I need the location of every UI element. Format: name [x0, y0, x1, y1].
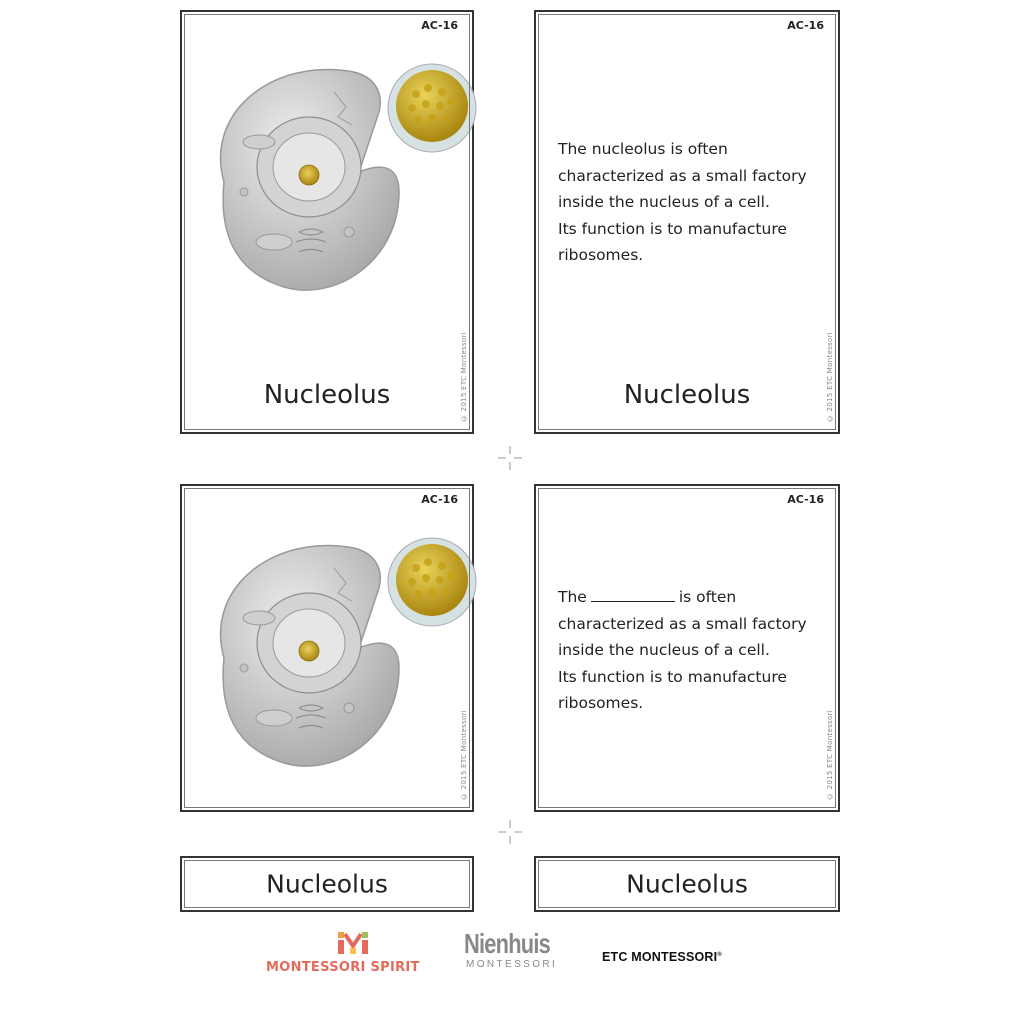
- picture-card-labeled: [180, 10, 474, 434]
- card-title: Nucleolus: [623, 380, 751, 410]
- definition-text: [558, 136, 820, 269]
- etc-montessori-text: ETC MONTESSORI: [602, 950, 718, 964]
- definition-line: inside the nucleus of a cell.: [558, 641, 770, 659]
- copyright-text: © 2015 ETC Montessori: [460, 709, 468, 800]
- definition-line: characterized as a small factory: [558, 614, 807, 633]
- cut-mark: [498, 446, 522, 470]
- blank-end-text: is often: [678, 588, 737, 606]
- nucleolus-zoom-icon: [386, 536, 478, 628]
- blank-start-text: The: [558, 588, 587, 606]
- cut-mark: [498, 820, 522, 844]
- brand-logos: [0, 928, 1024, 988]
- definition-line: The nucleolus is often: [558, 140, 728, 158]
- definition-card-blank: [534, 484, 840, 812]
- label-title: Nucleolus: [266, 869, 388, 899]
- card-code: AC-16: [787, 19, 824, 32]
- montessori-spirit-text: MONTESSORI SPIRIT: [266, 960, 420, 975]
- copyright-text: © 2015 ETC Montessori: [460, 331, 468, 422]
- definition-line-blank: [558, 584, 820, 611]
- nucleolus-zoom-icon: [386, 62, 478, 154]
- definition-text: [558, 584, 820, 717]
- card-title: Nucleolus: [263, 380, 391, 410]
- definition-line: ribosomes.: [558, 246, 644, 264]
- definition-line: Its function is to manufacture: [558, 667, 787, 686]
- etc-montessori-logo: [602, 950, 722, 964]
- copyright-text: © 2015 ETC Montessori: [826, 709, 834, 800]
- definition-card-labeled: [534, 10, 840, 434]
- label-title: Nucleolus: [626, 869, 748, 899]
- montessori-spirit-mark-icon: [336, 930, 370, 956]
- label-card: [534, 856, 840, 912]
- nienhuis-name: Nienhuis: [464, 928, 550, 959]
- definition-line: inside the nucleus of a cell.: [558, 193, 770, 211]
- nienhuis-sub: MONTESSORI: [466, 959, 558, 970]
- picture-card: [180, 484, 474, 812]
- registered-mark: ®: [717, 951, 722, 958]
- fill-in-blank: [591, 587, 675, 602]
- card-code: AC-16: [421, 493, 458, 506]
- definition-line: Its function is to manufacture: [558, 219, 787, 238]
- card-code: AC-16: [787, 493, 824, 506]
- label-card: [180, 856, 474, 912]
- definition-line: characterized as a small factory: [558, 166, 807, 185]
- definition-line: ribosomes.: [558, 694, 644, 712]
- card-code: AC-16: [421, 19, 458, 32]
- copyright-text: © 2015 ETC Montessori: [826, 331, 834, 422]
